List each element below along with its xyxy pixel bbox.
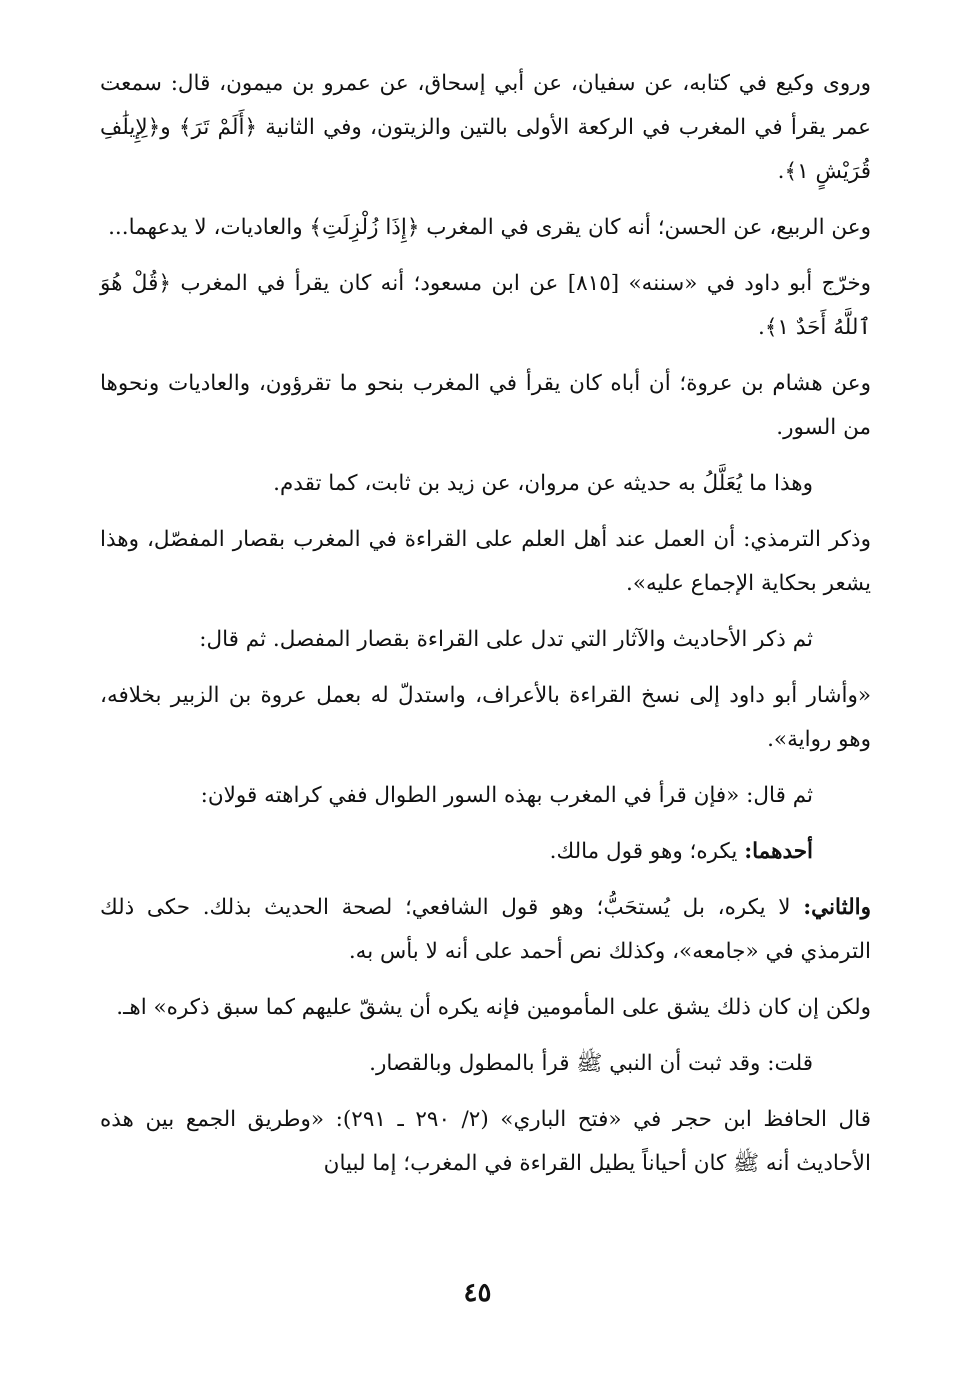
- paragraph-text: وذكر الترمذي: أن العمل عند أهل العلم على القراءة في المغرب بقصار المفصّل، وهذا يشعر بحكاية الإجماع عليه».: [100, 527, 871, 596]
- paragraph-lead: والثاني:: [803, 895, 871, 920]
- paragraph-1: [100, 62, 871, 194]
- paragraph-lead: أحدهما:: [744, 839, 813, 864]
- paragraph-text: «وأشار أبو داود إلى نسخ القراءة بالأعراف، واستدلّ له بعمل عروة بن الزبير بخلافه، وهو رواية».: [100, 683, 871, 752]
- paragraph-6: [100, 518, 871, 606]
- paragraph-8: [100, 674, 871, 762]
- paragraph-text: وخرّج أبو داود في «سننه» [٨١٥] عن ابن مسعود؛ أنه كان يقرأ في المغرب ﴿قُلْ هُوَ ٱللَّهُ أَحَدٌ ١﴾.: [100, 271, 871, 340]
- paragraph-text: ولكن إن كان ذلك يشق على المأمومين فإنه يكره أن يشقّ عليهم كما سبق ذكره» اهـ.: [116, 995, 871, 1020]
- paragraph-3: [100, 262, 871, 350]
- paragraph-9: [100, 774, 871, 818]
- paragraph-10: [100, 830, 871, 874]
- paragraph-14: [100, 1098, 871, 1186]
- paragraph-12: [100, 986, 871, 1030]
- paragraph-11: [100, 886, 871, 974]
- paragraph-text: وعن الربيع، عن الحسن؛ أنه كان يقرى في المغرب ﴿إِذَا زُلْزِلَتِ﴾ والعاديات، لا يدعهما...: [108, 215, 871, 240]
- paragraph-text: ثم قال: «فإن قرأ في المغرب بهذه السور الطوال ففي كراهته قولان:: [200, 783, 813, 808]
- paragraph-5: [100, 462, 871, 506]
- paragraph-text: وعن هشام بن عروة؛ أن أباه كان يقرأ في المغرب بنحو ما تقرؤون، والعاديات ونحوها من السور.: [100, 371, 871, 440]
- paragraph-text: يكره؛ وهو قول مالك.: [549, 839, 745, 864]
- page-number: ٤٥: [463, 1278, 492, 1308]
- paragraph-text: قلت: وقد ثبت أن النبي ﷺ قرأ بالمطول وبالقصار.: [369, 1051, 813, 1076]
- paragraph-13: [100, 1042, 871, 1086]
- paragraph-text: وهذا ما يُعَلَّلُ به حديثه عن مروان، عن زيد بن ثابت، كما تقدم.: [273, 471, 813, 496]
- paragraph-text: ثم ذكر الأحاديث والآثار التي تدل على القراءة بقصار المفصل. ثم قال:: [199, 627, 813, 652]
- paragraph-7: [100, 618, 871, 662]
- paragraph-2: [100, 206, 871, 250]
- paragraph-text: لا يكره، بل يُستحَبُّ؛ وهو قول الشافعي؛ لصحة الحديث بذلك. حكى ذلك الترمذي في «جامعه»، وكذلك نص أحمد على أنه لا بأس به.: [100, 895, 871, 964]
- paragraph-text: وروى وكيع في كتابه، عن سفيان، عن أبي إسحاق، عن عمرو بن ميمون، قال: سمعت عمر يقرأ في المغرب في الركعة الأولى بالتين والزيتون، وفي الثانية ﴿أَلَمْ تَرَ﴾ و﴿لِإِيلَٰفِ قُرَيْشٍ ١﴾.: [100, 71, 871, 184]
- paragraph-4: [100, 362, 871, 450]
- paragraph-text: قال الحافظ ابن حجر في «فتح الباري» (٢/ ٢٩٠ ـ ٢٩١): «وطريق الجمع بين هذه الأحاديث أنه ﷺ كان أحياناً يطيل القراءة في المغرب؛ إما لبيان: [100, 1107, 871, 1176]
